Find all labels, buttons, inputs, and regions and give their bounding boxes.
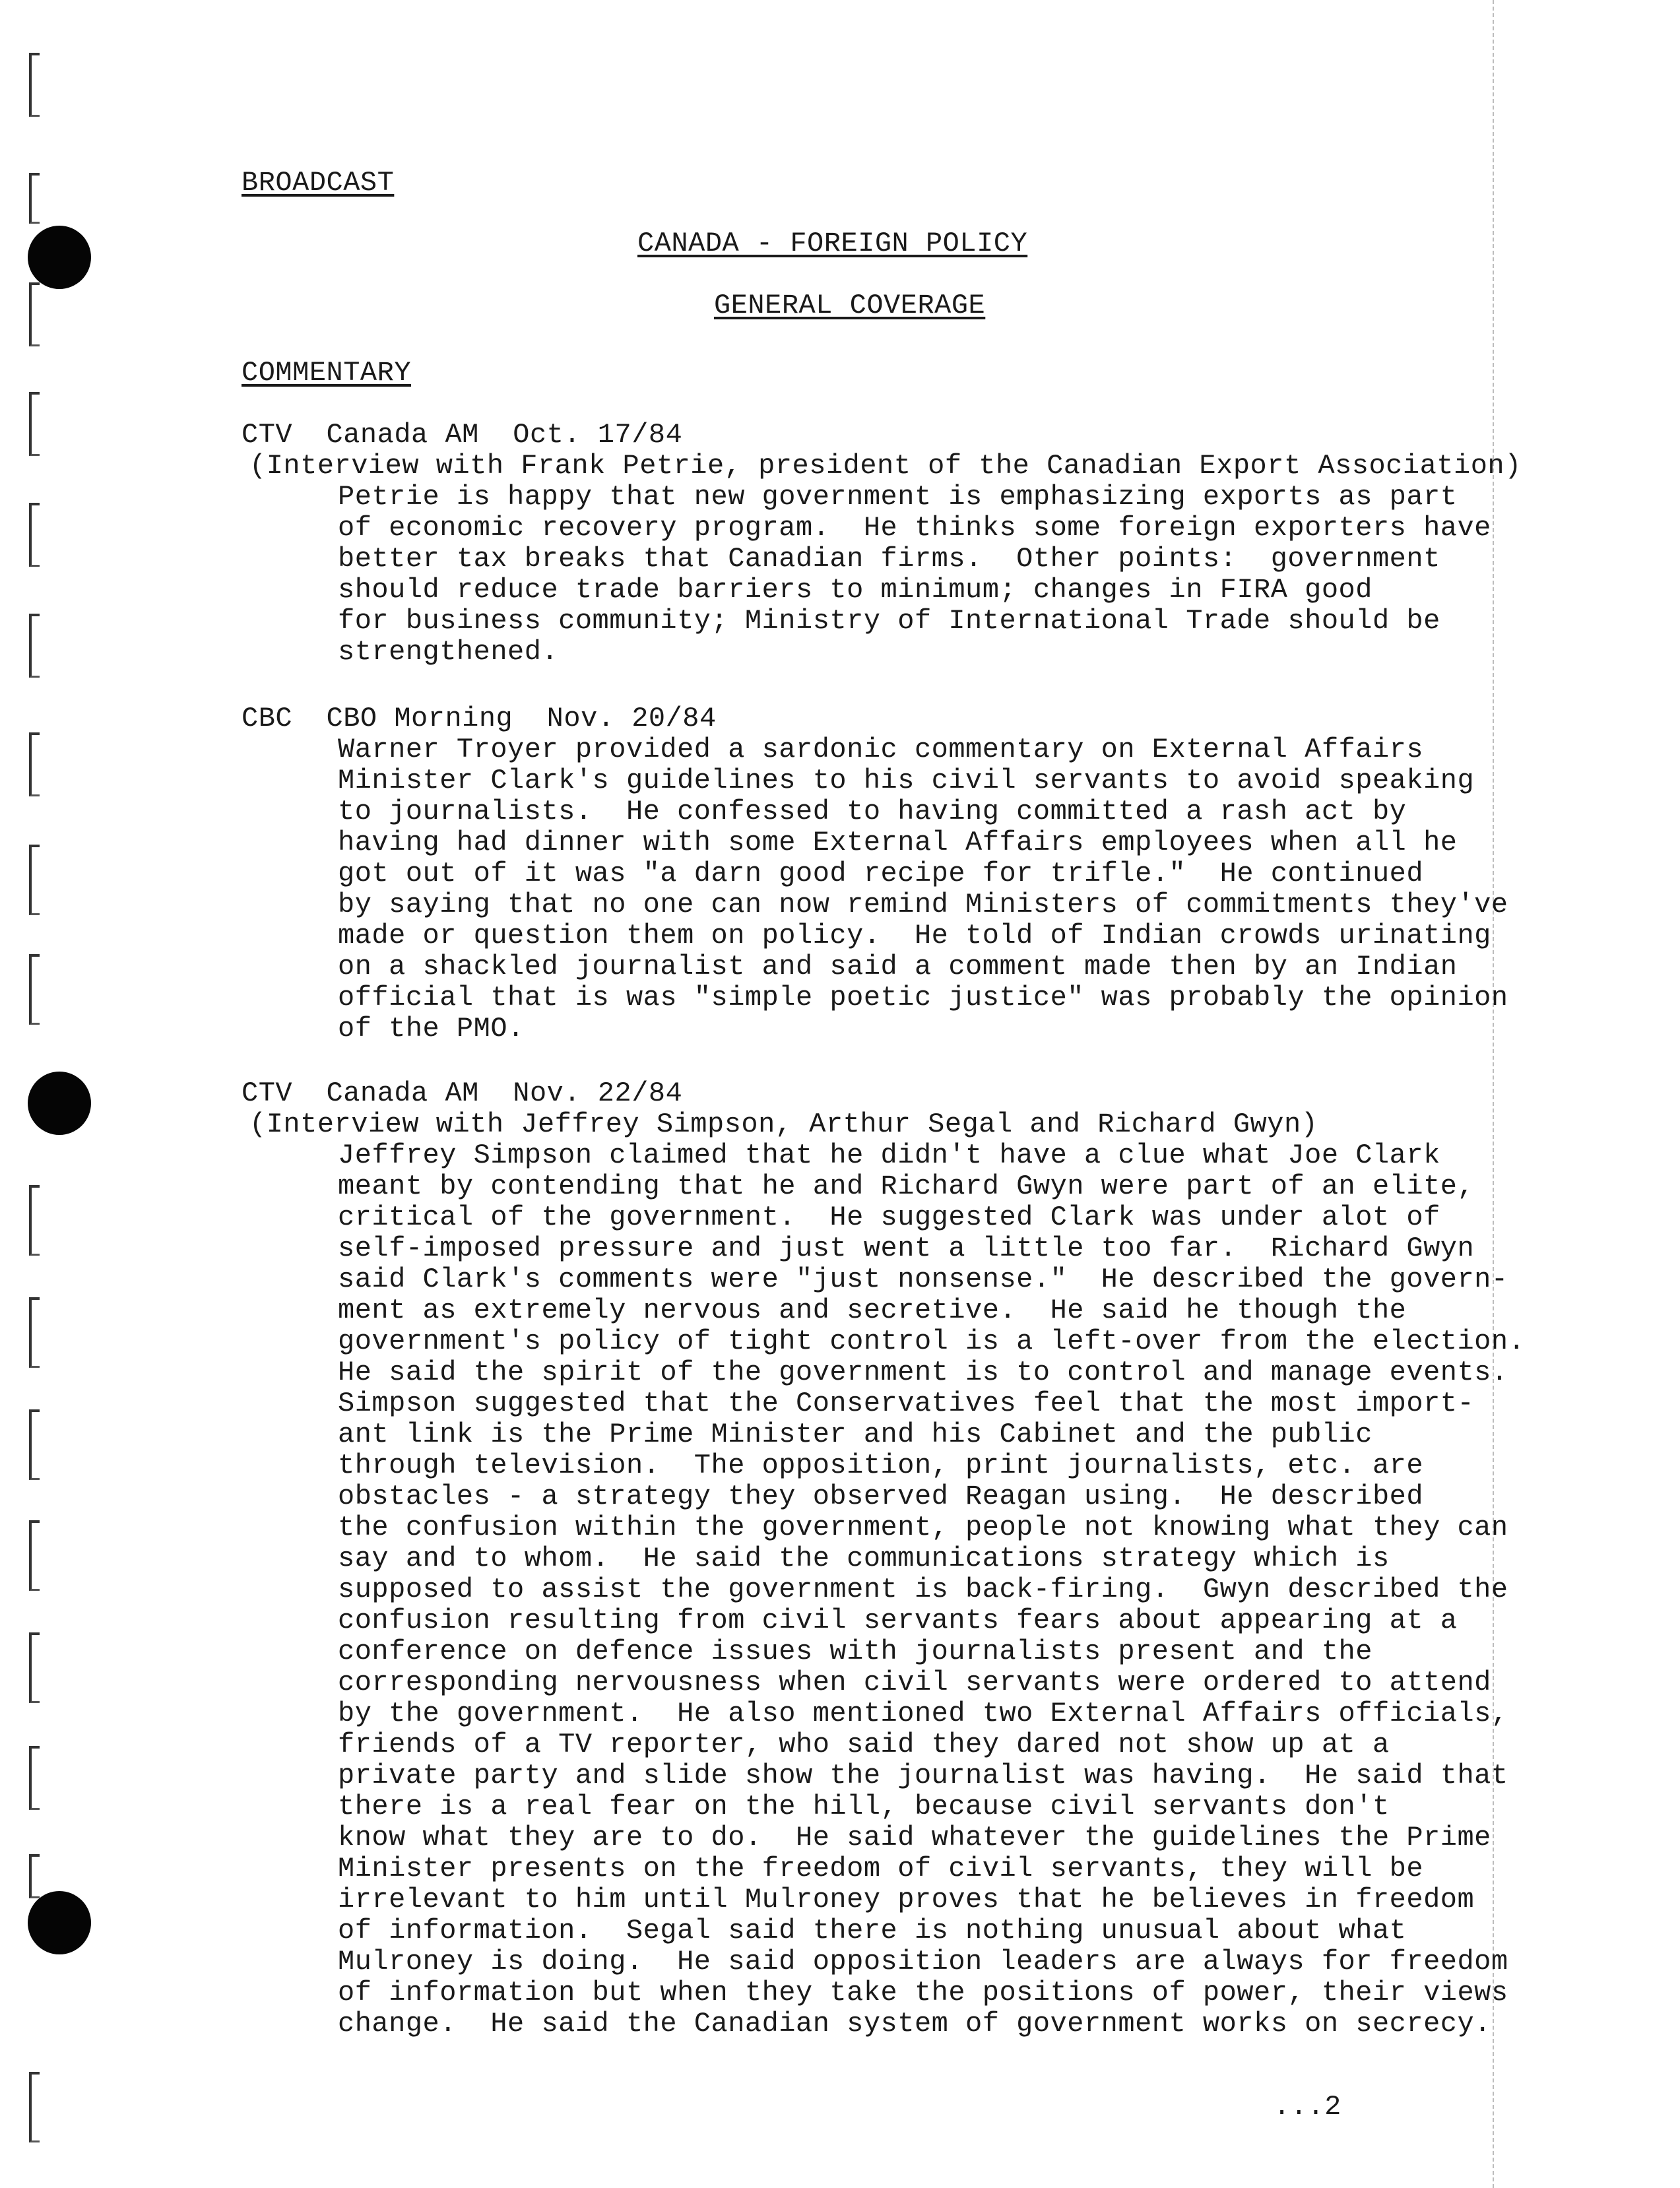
entry-text-line: made or question them on policy. He told of Indian crowds urinating (338, 920, 1491, 951)
entry-text-line: Minister Clark's guidelines to his civil servants to avoid speaking (338, 765, 1475, 796)
entry-text-line: official that is was "simple poetic justice" was probably the opinion (338, 982, 1508, 1014)
entry-text-line: better tax breaks that Canadian firms. Other points: government (338, 543, 1440, 575)
entry-text-line: having had dinner with some External Affairs employees when all he (338, 827, 1458, 858)
entry-text-line: ment as extremely nervous and secretive. He said he though the (338, 1295, 1407, 1326)
entry-source: CTV Canada AM Nov. 22/84 (242, 1078, 683, 1109)
binder-bracket (29, 1854, 40, 1898)
entry-text-line: Minister presents on the freedom of civil servants, they will be (338, 1853, 1424, 1884)
entry-text-line: of information but when they take the positions of power, their views (338, 1977, 1508, 2009)
entry-intro: (Interview with Frank Petrie, president of the Canadian Export Association) (249, 450, 1522, 482)
entry-text-line: of information. Segal said there is nothing unusual about what (338, 1915, 1407, 1947)
binder-bracket (29, 1632, 40, 1703)
entry-text-line: said Clark's comments were "just nonsense." He described the govern- (338, 1264, 1508, 1295)
entry-text-line: should reduce trade barriers to minimum; changes in FIRA good (338, 574, 1373, 606)
binder-bracket (29, 173, 40, 224)
entry-text-line: friends of a TV reporter, who said they dared not show up at a (338, 1729, 1390, 1760)
entry-text-line: conference on defence issues with journalists present and the (338, 1636, 1373, 1667)
binder-bracket (29, 1520, 40, 1591)
entry-intro: (Interview with Jeffrey Simpson, Arthur Segal and Richard Gwyn) (249, 1109, 1318, 1140)
binder-bracket (29, 614, 40, 678)
entry-text-line: by saying that no one can now remind Ministers of commitments they've (338, 889, 1508, 920)
entry-text-line: obstacles - a strategy they observed Reagan using. He described (338, 1481, 1424, 1512)
entry-text-line: change. He said the Canadian system of government works on secrecy. (338, 2008, 1491, 2040)
entry-text-line: the confusion within the government, people not knowing what they can (338, 1512, 1508, 1543)
entry-text-line: self-imposed pressure and just went a little too far. Richard Gwyn (338, 1233, 1475, 1264)
binder-bracket (29, 2072, 40, 2142)
entry-text-line: confusion resulting from civil servants fears about appearing at a (338, 1605, 1458, 1636)
entry-text-line: say and to whom. He said the communications strategy which is (338, 1543, 1390, 1574)
entry-text-line: of economic recovery program. He thinks some foreign exporters have (338, 512, 1491, 544)
entry-source: CTV Canada AM Oct. 17/84 (242, 419, 683, 451)
entry-source: CBC CBO Morning Nov. 20/84 (242, 703, 717, 734)
entry-text-line: of the PMO. (338, 1013, 525, 1045)
entry-text-line: Petrie is happy that new government is emphasizing exports as part (338, 481, 1458, 513)
entry-text-line: know what they are to do. He said whatever the guidelines the Prime (338, 1822, 1491, 1853)
punch-hole (28, 1072, 91, 1135)
section-label: BROADCAST (242, 167, 395, 199)
punch-hole (28, 1891, 91, 1954)
entry-text-line: on a shackled journalist and said a comment made then by an Indian (338, 951, 1458, 982)
entry-text-line: Jeffrey Simpson claimed that he didn't have a clue what Joe Clark (338, 1140, 1440, 1171)
entry-text-line: critical of the government. He suggested Clark was under alot of (338, 1202, 1440, 1233)
document-subheading: GENERAL COVERAGE (714, 290, 986, 321)
scan-edge-line (1493, 0, 1494, 2188)
binder-bracket (29, 845, 40, 915)
binder-bracket (29, 732, 40, 796)
entry-text-line: got out of it was "a darn good recipe for trifle." He continued (338, 858, 1424, 889)
entry-text-line: private party and slide show the journalist was having. He said that (338, 1760, 1508, 1791)
binder-bracket (29, 1185, 40, 1256)
binder-bracket (29, 503, 40, 567)
entry-text-line: strengthened. (338, 636, 559, 668)
binder-bracket (29, 392, 40, 456)
entry-text-line: by the government. He also mentioned two External Affairs officials, (338, 1698, 1508, 1729)
document-heading: CANADA - FOREIGN POLICY (637, 228, 1028, 259)
entry-text-line: meant by contending that he and Richard Gwyn were part of an elite, (338, 1171, 1475, 1202)
binder-bracket (29, 282, 40, 346)
binder-bracket (29, 954, 40, 1025)
binder-bracket (29, 53, 40, 117)
entry-text-line: Mulroney is doing. He said opposition leaders are always for freedom (338, 1946, 1508, 1978)
entry-text-line: there is a real fear on the hill, because civil servants don't (338, 1791, 1390, 1822)
entry-text-line: Simpson suggested that the Conservatives feel that the most import- (338, 1388, 1475, 1419)
binder-bracket (29, 1297, 40, 1368)
entry-text-line: to journalists. He confessed to having committed a rash act by (338, 796, 1407, 827)
page-continuation: ...2 (1274, 2091, 1341, 2123)
entry-text-line: irrelevant to him until Mulroney proves that he believes in freedom (338, 1884, 1475, 1915)
entry-text-line: supposed to assist the government is back-firing. Gwyn described the (338, 1574, 1508, 1605)
binder-bracket (29, 1409, 40, 1480)
binder-bracket (29, 1746, 40, 1810)
entry-text-line: for business community; Ministry of International Trade should be (338, 605, 1440, 637)
entry-text-line: Warner Troyer provided a sardonic commentary on External Affairs (338, 734, 1424, 765)
category-label: COMMENTARY (242, 357, 412, 389)
entry-text-line: corresponding nervousness when civil servants were ordered to attend (338, 1667, 1491, 1698)
entry-text-line: government's policy of tight control is a left-over from the election. (338, 1326, 1526, 1357)
entry-text-line: He said the spirit of the government is to control and manage events. (338, 1357, 1508, 1388)
entry-text-line: ant link is the Prime Minister and his Cabinet and the public (338, 1419, 1373, 1450)
entry-text-line: through television. The opposition, print journalists, etc. are (338, 1450, 1424, 1481)
punch-hole (28, 226, 91, 289)
